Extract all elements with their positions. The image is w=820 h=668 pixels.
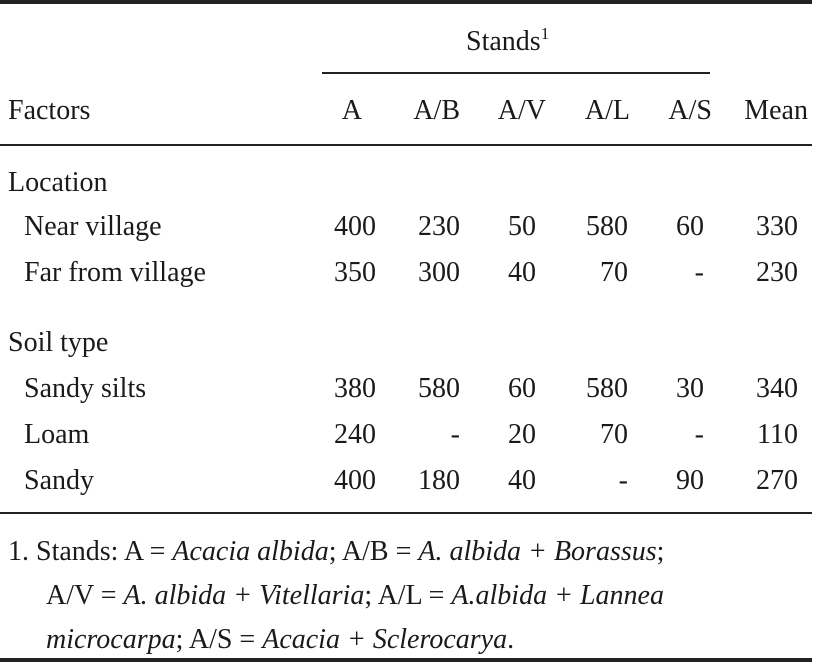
group-title-soil-type: Soil type [8,327,109,358]
table-cell: 330 [756,211,798,242]
table-cell: 40 [508,465,536,496]
footnote-text: A/V = [46,580,124,611]
col-header-mean: Mean [744,95,808,126]
table-cell: 50 [508,211,536,242]
table-cell: 180 [418,465,460,496]
table-cell: - [694,419,704,450]
footnote-species: microcarpa [46,624,176,655]
table-cell: 230 [418,211,460,242]
table-cell: 40 [508,257,536,288]
table-cell: 340 [756,373,798,404]
footnote-text: . [507,624,515,655]
table-cell: 90 [676,465,704,496]
footnote-species: Acacia albida [172,536,329,567]
row-label: Loam [24,419,90,450]
table-cell: - [618,465,628,496]
table-bottom-rule [0,512,812,514]
stands-underline [322,72,710,74]
row-label: Sandy [24,465,94,496]
table-cell: 70 [600,257,628,288]
col-header-as: A/S [668,95,712,126]
col-header-ab: A/B [413,95,460,126]
bottom-rule [0,658,812,662]
footnote-species: Acacia + Sclerocarya [262,624,508,655]
group-title-location: Location [8,167,108,198]
col-header-al: A/L [584,95,630,126]
table-cell: 270 [756,465,798,496]
footnote-species: A. albida + Vitellaria [123,580,365,611]
table-cell: - [694,257,704,288]
table-cell: 60 [508,373,536,404]
row-label: Near village [24,211,162,242]
col-header-av: A/V [497,95,546,126]
table-cell: 20 [508,419,536,450]
footnote-species: A.albida + Lannea [451,580,664,611]
table-cell: 240 [334,419,376,450]
row-label: Sandy silts [24,373,147,404]
footnote-text: ; [656,536,665,567]
table-cell: 400 [334,211,376,242]
table-cell: 580 [586,373,628,404]
table-cell: 30 [676,373,704,404]
table-cell: 350 [334,257,376,288]
footnote-text: ; A/B = [328,536,419,567]
table-cell: 580 [418,373,460,404]
footnote-line-2 [8,574,814,618]
footnote [8,530,814,662]
footnote-marker: 1. [8,536,29,567]
table-cell: 380 [334,373,376,404]
factors-header: Factors [8,95,91,126]
header-rule [0,144,812,146]
footnote-text: Stands: A = [29,536,173,567]
row-label: Far from village [24,257,206,288]
table-cell: 60 [676,211,704,242]
table-cell: 230 [756,257,798,288]
stands-header [466,26,549,58]
table-cell: 70 [600,419,628,450]
table-cell: 110 [757,419,798,450]
table-cell: - [450,419,460,450]
stands-footnote-marker: 1 [540,24,550,43]
top-rule [0,0,812,4]
footnote-line-1 [8,530,814,574]
table-cell: 300 [418,257,460,288]
stands-label: Stands [466,26,541,57]
col-header-a: A [341,95,362,126]
footnote-species: A. albida + Borassus [418,536,657,567]
footnote-line-3 [8,618,814,662]
footnote-text: ; A/S = [175,624,263,655]
table-cell: 400 [334,465,376,496]
table-cell: 580 [586,211,628,242]
footnote-text: ; A/L = [364,580,452,611]
